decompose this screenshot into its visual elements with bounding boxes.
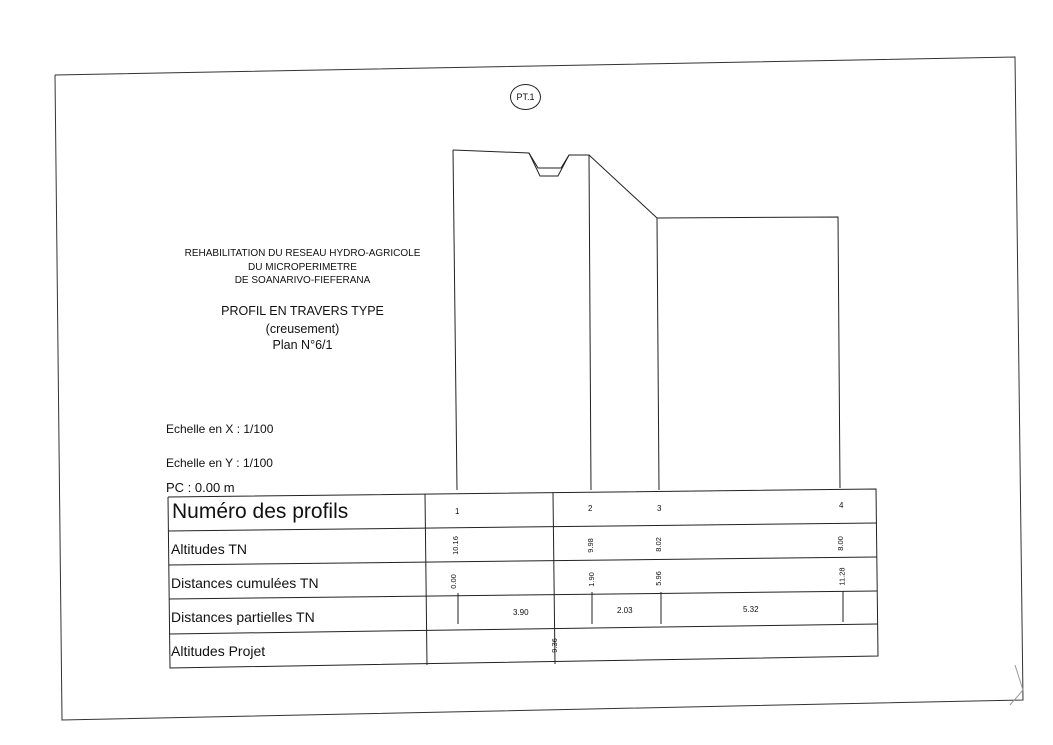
row-label-altitudes-tn: Altitudes TN	[171, 541, 247, 557]
drawing-subtitle: PROFIL EN TRAVERS TYPE	[221, 304, 384, 318]
row-label-cumulative-distances: Distances cumulées TN	[171, 575, 319, 591]
row-label-project-altitudes: Altitudes Projet	[171, 643, 266, 659]
partial-distance-value: 2.03	[617, 606, 633, 615]
altitude-tn-value: 8.00	[835, 536, 845, 551]
page-curl	[1010, 665, 1023, 705]
altitude-tn-value: 8.02	[653, 537, 663, 552]
profile-number: 2	[588, 504, 593, 513]
scale-y: Echelle en Y : 1/100	[166, 456, 273, 470]
profile-number: 1	[455, 507, 460, 516]
cumulative-distance-value: 0.00	[448, 574, 458, 589]
partial-distance-value: 3.90	[513, 608, 529, 617]
altitude-tn-value: 10.16	[450, 536, 460, 555]
profile-drawing	[453, 150, 840, 490]
profile-number: 4	[839, 501, 844, 510]
reference-plane: PC : 0.00 m	[166, 480, 235, 495]
project-title-line-3: DE SOANARIVO-FIEFERANA	[234, 275, 371, 286]
scale-x: Echelle en X : 1/100	[166, 422, 274, 436]
row-label-partial-distances: Distances partielles TN	[171, 609, 315, 625]
cumulative-distance-value: 5.96	[653, 571, 663, 586]
drawing-subtitle-note: (creusement)	[265, 322, 340, 336]
partial-distance-value: 5.32	[743, 605, 759, 614]
project-title-line-2: DU MICROPERIMETRE	[248, 262, 357, 273]
profile-marker-badge: PT.1	[510, 84, 541, 110]
row-label-profile-numbers: Numéro des profils	[172, 500, 349, 523]
plan-number: Plan N°6/1	[272, 338, 333, 352]
project-altitude-value: 9.36	[549, 638, 559, 653]
project-title-line-1: REHABILITATION DU RESEAU HYDRO-AGRICOLE	[184, 248, 421, 259]
profile-number: 3	[657, 504, 662, 513]
altitude-tn-value: 9.98	[585, 538, 595, 553]
cumulative-distance-value: 1.90	[586, 572, 596, 587]
cumulative-distance-value: 11.28	[837, 567, 847, 586]
